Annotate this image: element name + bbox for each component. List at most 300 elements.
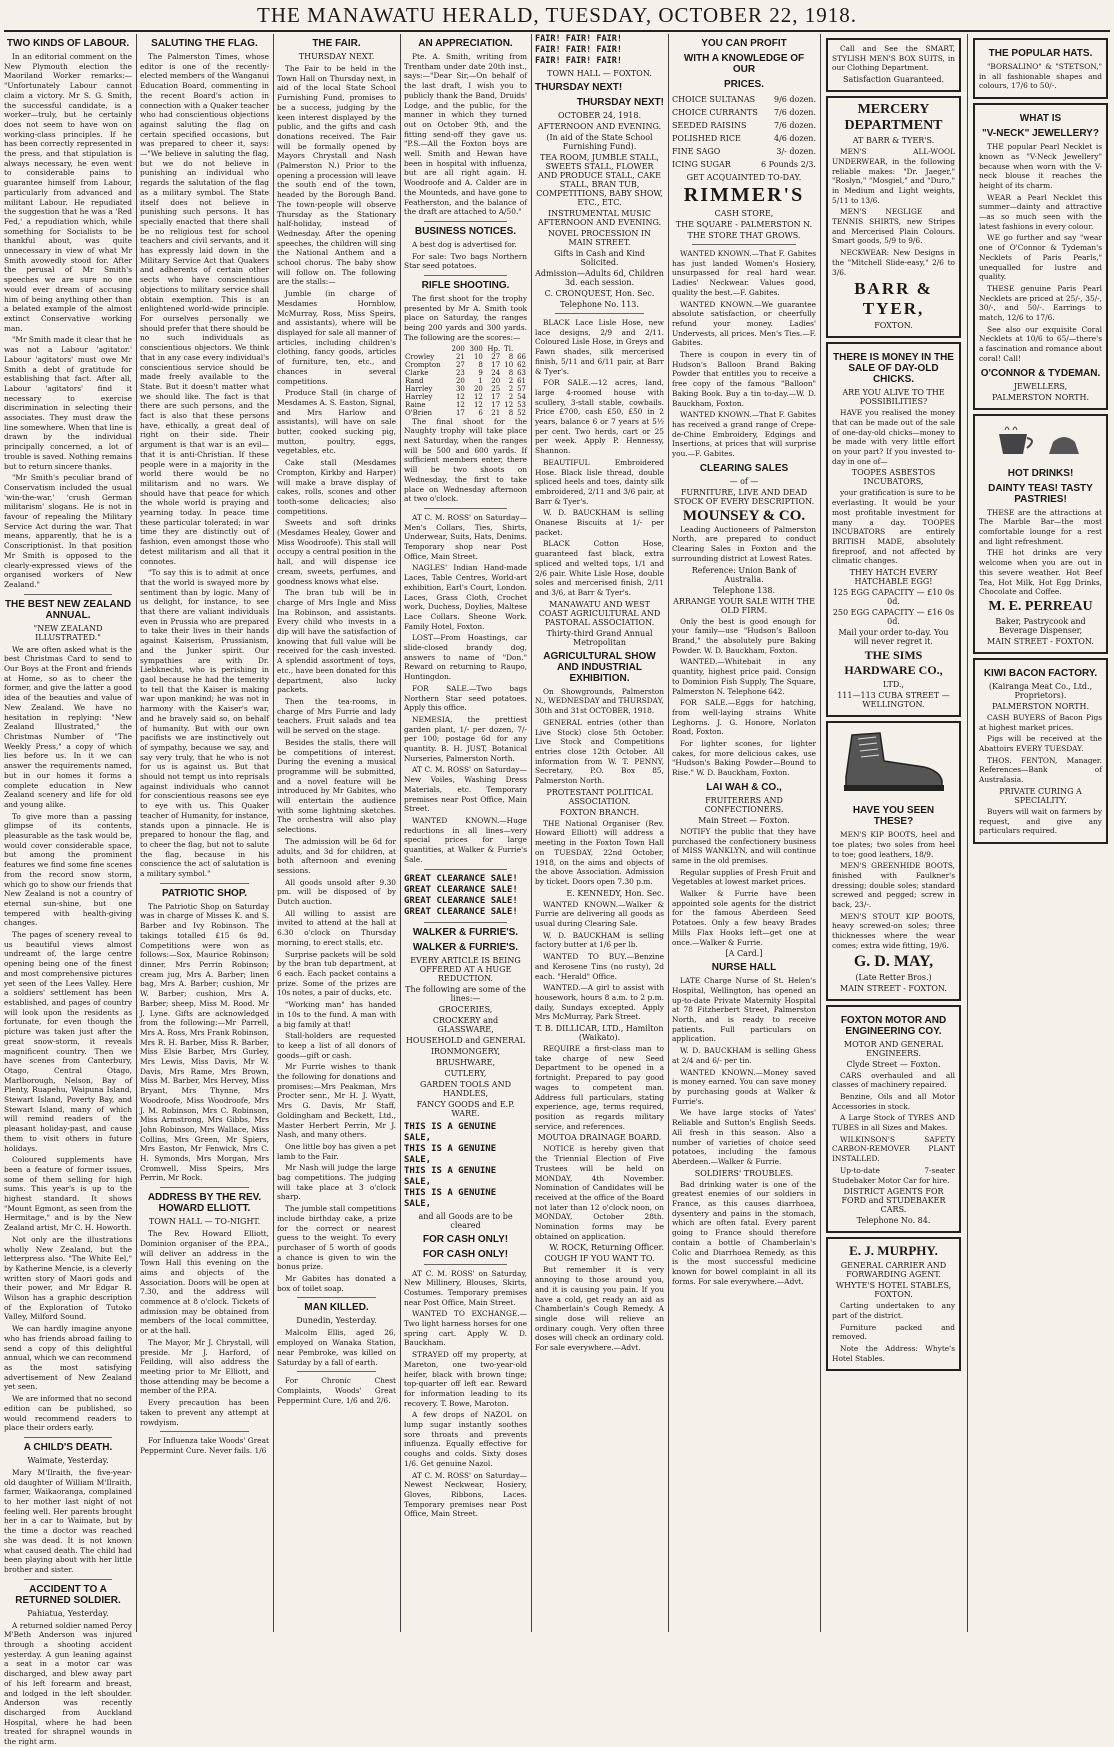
clearance-line: GREAT CLEARANCE SALE! (404, 895, 518, 906)
article-paragraph: Every precaution has been taken to prevent any attempt at rowdyism. (140, 1398, 269, 1427)
ad-text: NECKWEAR: New Designs in the "Mitchell Slide-easy," 2/6 to 3/6. (832, 248, 955, 277)
headline: BUSINESS NOTICES. (414, 225, 517, 237)
headline: A CHILD'S DEATH. (23, 1441, 113, 1453)
table-cell: 6 (478, 408, 483, 417)
article-paragraph: The final shoot for the Naughty trophy will take place next Saturday, when the ranges will be 500 and 600 yards. If sufficient members enter, there will be two shoots on Wednesday, the first to take place on Wednesday afternoon at two o'clock. (404, 416, 527, 504)
price-item: FINE SAGO (672, 147, 721, 156)
classified-ad: THE National Organiser (Rev. Howard Elliott) will address a meeting in the Foxton Town Hall on TUESDAY, 22nd October, 1918, on the aims and objects of the above Association. Admission by ticket. Doors open 7.30 p.m. (535, 818, 664, 886)
advertiser-name: RIMMER'S (683, 184, 805, 206)
fair-line: FAIR! FAIR! FAIR! (535, 56, 622, 66)
headline: SALUTING THE FLAG. (151, 38, 258, 49)
ad-line: Clyde Street — Foxton. (846, 1059, 941, 1069)
divider (424, 221, 507, 222)
ad-line: Telephone 138. (712, 585, 776, 595)
suits-ad (826, 38, 961, 92)
classified-ad: NAGLES' Indian Hand-made Laces, Table Centres, World-art exhibition, Earl's Court, London. Laces, Grass Cloth, Crochet work, Duchess, Doylies, Maltese Lace Collars. Sheone Work. Family Hotel, Foxton. (404, 563, 527, 631)
genuine-line: THIS IS A GENUINE SALE, (404, 1121, 497, 1143)
classified-ad: FOR SALE.—Two bags Northern Star seed potatoes. Apply this office. (404, 683, 527, 713)
ad-line: AT BARR & TYER'S. (852, 136, 935, 146)
classified-ad: W. D. BAUCKHAM is selling factory butter at 1/6 per lb. (535, 930, 664, 950)
ad-line: DISTRICT AGENTS FOR FORD and STUDEBAKER CARS. (841, 1187, 946, 1215)
advertiser-name: BARR & TYER, (854, 279, 933, 319)
price-row (672, 119, 816, 132)
scores-header-cell (514, 345, 527, 353)
column-rule (136, 34, 137, 1632)
boots-ad (826, 721, 961, 1000)
headline: RIFLE SHOOTING. (421, 280, 510, 292)
article-paragraph: We can hardly imagine anyone who has friends abroad failing to send a copy of this delightful annual, which we can recommend as the most satisfying advertisement of New Zealand yet seen. (4, 1324, 132, 1392)
headline: THE FAIR. (312, 38, 361, 49)
column-4 (404, 34, 527, 1632)
scores-header-cell: 300 (469, 344, 483, 353)
ad-line: THE STORE THAT GROWS. (687, 231, 801, 240)
ad-heading: DAINTY TEAS! TASTY PASTRIES! (988, 482, 1093, 505)
ad-text: THE popular Pearl Necklet is known as "V-Neck Jewellery" because when worn with the V-neck blouse it reaches the height of its charm. (979, 142, 1102, 190)
article-paragraph: Cake stall (Mesdames Crompton, Kirkby and Harper) will make a brave display of cakes, rolls, scones and other tooth-some delicacies; also competitions. (277, 458, 396, 516)
table-cell: 2 (508, 376, 514, 385)
price-row (672, 158, 816, 171)
table-cell: Crompton (405, 360, 441, 369)
genuine-line: THIS IS A GENUINE SALE, (404, 1143, 497, 1165)
article-paragraph: "To say this is to admit at once that the world is swayed more by sentiment than by logic. Many of us delight, for instance, to see that there are valiant individuals even in Prussia who are prepared to take their lives in their hands against Kaiserism, Prussianism, and the Junker spirit. Our sympathies are with Dr. Liebknecht, who is perishing in gaol because he had the temerity to tell that the Kaiser is making war upon mankind; he was not in harmony with the Kaiser's war, and he bravely said so, on behalf of humanity. But with our own pacifists we are instinctively out of sympathy, because we say, and say very truly, that he who is not for us is against us. But that should not tempt us into reprisals against individuals who cannot for conscientious reasons see eye to eye with us. This Quaker teacher of Humanity, for instance, stands upon a pinnacle. He is prepared to honour the flag, and to cheer the flag, but not to salute the flag, because in his conscience the act of salutation is a military symbol." (140, 568, 269, 879)
column-rule (820, 34, 821, 1632)
ad-text: your gratification is sure to be everlasting. It would be your most profitable investment for many a day. TOOPES INCUBATORS are entirely BRITISH MADE, absolutely fireproof, and not affected by climatic changes. (832, 488, 955, 566)
price-value: 9/6 dozen. (774, 95, 816, 104)
table-cell: Harrley (405, 392, 433, 401)
classified-ad: W. D. BAUCKHAM is selling Ghess at 2/4 and 6/- per tin. (672, 1046, 816, 1065)
jewellery-ad (973, 103, 1108, 409)
clearance-line: GREAT CLEARANCE SALE! (404, 906, 518, 917)
classified-ad: WANTED KNOWN.—We guarantee absolute satisfaction, or cheerfully refund your money. Ladies' Undervests, all prices. Men's Ties.—F. Gabites. (672, 299, 816, 348)
classified-ad: WANTED.—Whitebait in any quantity, highest price paid. Consign to Dominion Fish Supply, The Square, Palmerston N. Telephone 642. (672, 657, 816, 696)
article-paragraph: "Mr Smith's peculiar brand of Conservatism included the usual 'win-the-war,' 'crush German militarism' slogans. He is not in favour of repealing the Military Service Act during the war. That means, apparently, that he is a Conscriptionist. In that position Mr Smith is opposed to the clearly-expressed views of the organised workers of New Zealand." (4, 473, 132, 589)
price-value: 3/- dozen. (776, 147, 816, 156)
divider (424, 275, 507, 276)
headline: TWO KINDS OF LABOUR. (6, 38, 130, 49)
ad-line: WHYTE'S HOTEL STABLES, FOXTON. (835, 1281, 952, 1300)
ad-list-item: CROCKERY and GLASSWARE, (432, 1015, 499, 1034)
divider (424, 869, 507, 870)
ad-text: CARS overhauled and all classes of machinery repaired. (832, 1070, 955, 1090)
ad-text: THE hot drinks are very welcome when you are out in this severe weather. Hot Beef Tea, Hot Milk, Hot Egg Drinks, Chocolate and Coffee. (979, 548, 1102, 597)
article-paragraph: Not only are the illustrations wholly New Zealand, but the letterpress also. "The White Eel," by Katherine Mencie, is a cleverly written story of Maori gods and their power, and Mr Edgar R. Wilson has a graphic description of the Exploration of Tutoko Valley, Milford Sound. (4, 1234, 132, 1322)
table-row (404, 401, 527, 409)
classified-ad: NOTIFY the public that they have purchased the confectionery business of MISS WANKLYN, and will continue same in the old premises. (672, 826, 816, 865)
ad-line: and all Goods are to be cleared (418, 1211, 513, 1230)
table-cell: Harrley (405, 384, 433, 393)
clearance-banner (404, 874, 527, 918)
table-cell: 17 (491, 400, 501, 409)
classified-ad: A few drops of NAZOL on lump sugar instantly soothes sore throats and prevents influenza. Equally effective for coughs and colds. Sixty doses 1/6. Get genuine Nazol. (404, 1410, 527, 1468)
ad-text: MEN'S GREENHIDE BOOTS, finished with Faulkner's dressing; double soles; standard screwed and pegged; screw in back, 23/-. (832, 861, 955, 910)
advert-line: For Chronic Chest Complaints, Woods' Great Peppermint Cure, 1/6 and 2/6. (277, 1376, 396, 1405)
ad-text: See also our exquisite Coral Necklets at 10/6 to 65/—there's a fascination and romance about coral! Call! (979, 324, 1102, 363)
article-paragraph: Sweets and soft drinks (Mesdames Healey, Gower and Miss Woodroofe). This stall will occupy a central position in the hall, and will dispense ice cream, sweets, perfumes, and goodness knows what else. (277, 518, 396, 586)
article-paragraph: "Working man" has handed in 10s to the fund. A man with a big family at that! (277, 1000, 396, 1029)
table-cell: 30 (455, 384, 465, 393)
article-paragraph: The Rev. Howard Elliott, Dominion organiser of the P.P.A., will deliver an address in the Town Hall this evening on the aims and objects of the Association. Doors will be open at 7.30, and the address will commence at 8 o'clock. Tickets of admission may be obtained from members of the local committee, or at the hall. (140, 1229, 269, 1336)
table-cell: 17 (491, 360, 501, 369)
article-paragraph: All goods unsold after 9.30 pm. will be disposed of by Dutch auction. (277, 877, 396, 907)
ad-heading: CLEARING SALES (699, 462, 789, 474)
fair-line: FAIR! FAIR! FAIR! (535, 34, 622, 44)
price-row (672, 106, 816, 119)
classified-ad: STRAYED off my property, at Mareton, one two-year-old heifer, black with brown tinge; top-quarter off left ear. Reward for information leading to its recovery. T. Bowe, Maroton. (404, 1350, 527, 1408)
clearance-line: GREAT CLEARANCE SALE! (404, 884, 518, 895)
divider (555, 313, 644, 314)
ad-line: C. CRONQUEST, Hon. Sec. (544, 289, 655, 298)
table-row (404, 409, 527, 417)
divider (24, 594, 112, 595)
classified-ad: There is coupon in every tin of Hudson's Balloon Brand Baking Powder that entitles you to receive a free copy of the famous "Balloon" Baking Book. Buy a tin to-day.—W. D. Bauckham, Foxton. (672, 350, 816, 408)
table-cell: 20 (455, 376, 465, 385)
headline: ADDRESS BY THE REV. HOWARD ELLIOTT. (147, 1192, 262, 1215)
table-cell: 27 (455, 360, 465, 369)
divider (160, 883, 249, 884)
article-paragraph: For sale: Two bags Northern Star seed potatoes. (404, 251, 527, 271)
advertiser-name: G. D. MAY, (853, 952, 934, 970)
clearance-line: GREAT CLEARANCE SALE! (404, 873, 518, 884)
classified-ad: LOST—From Hoastings, car slide-closed brandy dog, answers to name of "Don." Reward on returning to Raupo, Huntingdon. (404, 633, 527, 682)
table-cell: 54 (517, 392, 526, 401)
column-rule (668, 34, 669, 1632)
classified-ad: WANTED KNOWN.—That F. Gabites has just landed Women's Hosiery, unsurpassed for real hard wear. Ladies' Neckwear. Values good, quality the best.—F. Gabites. (672, 249, 816, 297)
headline: THE BEST NEW ZEALAND ANNUAL. (4, 598, 132, 621)
table-cell: 62 (517, 360, 526, 369)
divider (424, 508, 507, 509)
cup-and-cake-illustration (979, 420, 1099, 460)
divider (424, 1264, 507, 1265)
table-row (404, 361, 527, 369)
article-paragraph: The Palmerston Times, whose editor is one of the recently-elected members of the Wanganui Education Board, commenting in the recent Board's action in connection with a Quaker teacher who had conscientious objections against saluting the flag on certain specified occasions, but was prepared to cheer it, says:—"We believe in saluting the flag, but we do not believe in punishing an individual who regards the salutation of the flag as a military symbol. The State itself does not believe in punishing such persons. It has specially enacted that there shall be no religious test for school teachers and civil servants, and it has expressly laid down in the Military Service Act that Quakers and adherents of certain other sects who have conscientious objections to military service shall obtain exemption. This is an enlightened world-wide principle. For ourselves personally we should prefer that there should be no such individuals as conscientious objectors. We think that in any case every individual's conscientious service should be made freely available to the State. But it doesn't matter what we should like. The fact is that there are such persons, and the fact is also that these persons have, ethically, a great deal of right on their side. Their argument is that war is an evil—that it is anti-Christian. If these people were in a majority in the world there would be no militarism and no wars. We should have that peace for which the whole world is praying and yearning today. In peace time these particular tolerated; in war time they are distinctly out of fashion, even amongst those who detest militarism and all that it connotes. (140, 52, 269, 566)
table-cell: 27 (491, 352, 501, 361)
masthead: THE MANAWATU HERALD, TUESDAY, OCTOBER 22, 1918. (257, 3, 857, 27)
column-6 (672, 34, 816, 1632)
ad-text: MEN'S STOUT KIP BOOTS, heavy screwed-on soles; three thicknesses where the wear comes; extra wide fitting, 19/6. (832, 911, 955, 950)
ad-list-item: GROCERIES, (438, 1004, 493, 1014)
ad-line: COUGH IF YOU WANT TO. (544, 1254, 655, 1264)
divider (24, 1579, 112, 1580)
scores-header-row (404, 345, 527, 353)
ad-heading: MERCERY DEPARTMENT (844, 102, 943, 134)
table-cell: 8 (508, 368, 514, 377)
table-cell: 12 (455, 392, 465, 401)
fair-banner (535, 34, 664, 67)
price-value: 6 Pounds 2/3. (761, 160, 816, 169)
ad-line: FURNITURE, LIVE AND DEAD STOCK OF EVERY DESCRIPTION. (673, 487, 815, 506)
ad-line: MAIN STREET - FOXTON. (987, 636, 1094, 646)
divider (424, 922, 507, 923)
article-paragraph: Surprise packets will be sold by the bran tub department, at 6 each. Each packet contains a prize. Some of the prizes are 10s notes, a pair of ducks, etc. (277, 949, 396, 998)
advertiser-name: E. J. MURPHY. (849, 1243, 938, 1259)
ad-line: Telephone No. 84. (856, 1216, 931, 1226)
column-3 (277, 34, 396, 1632)
column-rule (400, 34, 401, 1632)
article-paragraph: A best dog is advertised for. (412, 239, 517, 249)
classified-ad: WANTED KNOWN.—That F. Gabites has received a grand range of Crepe-de-Chine Embroidery, Edgings and Insertions, at prices that will surprise you.—F. Gabites. (672, 410, 816, 459)
classified-ad: AT C. M. ROSS' on Saturday, New Millinery, Blouses, Skirts, Costumes. Temporary premises near Post Office, Main Street. (404, 1268, 527, 1307)
article-paragraph: To give more than a passing glimpse of its contents, pleasurable as the task would be, would cover considerable space, but among the prominent features we find some fine scenes from the record snow storm, which go to show our friends that New Zealand is not a country of eternal sun-shine, but one tempered with health-giving changes. (4, 811, 132, 928)
table-cell: 61 (517, 376, 526, 385)
ad-line: (Late Retter Bros.) (855, 972, 932, 982)
ad-line: TEA ROOM, JUMBLE STALL, SWEETS STALL, FLOWER AND PRODUCE STALL, CAKE STALL, BRAN TUB, COMPETITIONS, BABY SHOW, ETC., ETC. (536, 153, 663, 207)
ad-heading: THE POPULAR HATS. (988, 48, 1093, 59)
dateline: Dunedin, Yesterday. (296, 1316, 377, 1326)
ad-line: T. B. DILLICAR, LTD., Hamilton (Waikato). (535, 1024, 664, 1043)
classified-ad: LATE Charge Nurse of St. Helen's Hospital, Wellington, has opened an up-to-date Private Maternity Hospital at 78 Fitzherbert Street, Palmerston North, and is ready to receive patients. Full particulars on application. (672, 976, 816, 1044)
advertiser-name: WALKER & FURRIE'S. (412, 926, 519, 938)
classified-ad: On Showgrounds, Palmerston N., WEDNESDAY and THURSDAY, 30th and 31st OCTOBER, 1918. (535, 686, 664, 716)
ad-line: FRUITERERS AND CONFECTIONERS. (704, 795, 784, 814)
classified-ad: BEAUTIFUL Embroidered Hose. Black lisle thread, double spliced heels and toes, dainty silk embroidered, 2/11 and 3/6 pair, at Barr & Tyer's. (535, 457, 664, 506)
table-row (404, 369, 527, 377)
masthead-rule (4, 30, 1110, 32)
ad-text: Carting undertaken to any part of the district. (832, 1301, 955, 1320)
price-value: 7/6 dozen. (774, 108, 816, 117)
ad-line: — of — (729, 476, 759, 486)
table-cell: 66 (517, 352, 526, 361)
column-1 (4, 34, 132, 1747)
classified-ad: AT C. M. ROSS' on Saturday—New Voiles, Washing Dress Materials, etc. Temporary premises near Post Office, Main Street. (404, 765, 527, 814)
chicks-ad (826, 342, 961, 717)
article-paragraph: The jumble stall competitions include birthday cake, a prize for the correct or nearest guess to the weight. To every purchaser of 5 worth of goods a chance is given to win the bonus prize. (277, 1204, 396, 1272)
dateline: Waimate, Yesterday. (27, 1455, 109, 1465)
price-item: CHOICE SULTANAS (672, 95, 756, 104)
classified-ad: Bad drinking water is one of the greatest enemies of our soldiers in France, as this causes diarrhoea, dysentery and pains in the stomach, which are often fatal. Every parent going to France should therefore contain a bottle of Chamberlain's Colic and Diarrhoea Remedy, as this is the most successful medicine known for bowel complaint in all its forms. For sale everywhere.—Advt. (672, 1179, 816, 1286)
ad-heading: YOU CAN PROFIT (701, 38, 787, 49)
classified-ad: WANTED TO BUY.—Benzine and Kerosene Tins (no rusty), 2d each. "Herald" Office. (535, 952, 664, 981)
ad-text: Buyers will wait on farmers by request, and give any particulars required. (979, 806, 1102, 836)
ad-line: 125 EGG CAPACITY — £10 0s 0d. (832, 588, 955, 607)
classified-ad: REQUIRE a first-class man to take charge of new Seed Department to be opened in a fortnight. Prepared to pay good wages to competent man. Address full particulars, stating experience, age, terms required, position as regards military service, and references. (535, 1044, 664, 1131)
table-cell: 12 (473, 392, 483, 401)
ad-line: THE SQUARE - PALMERSTON N. (675, 220, 813, 229)
table-cell: 57 (517, 384, 526, 393)
table-row (404, 393, 527, 401)
table-cell: 21 (491, 408, 501, 417)
genuine-line: THIS IS A GENUINE SALE, (404, 1187, 497, 1209)
hats-ad (973, 38, 1108, 99)
ad-line: NOVEL PROCESSION IN MAIN STREET. (547, 229, 652, 247)
ad-heading: AGRICULTURAL SHOW AND INDUSTRIAL EXHIBITION. (543, 650, 656, 684)
ad-text: Benzine, Oils and all Motor Accessories in stock. (832, 1091, 955, 1111)
ad-line: THEY HATCH EVERY HATCHABLE EGG! (849, 568, 938, 587)
ad-heading: WITH A KNOWLEDGE OF OUR (683, 53, 805, 75)
table-cell: 8 (508, 408, 514, 417)
ad-line: Admission—Adults 6d, Children 3d. each session. (535, 269, 664, 287)
classified-ad: NEMESIA, the prettiest garden plant, 1/- per dozen, 7/- per 100; postage 6d for any quantity. B. H. JUST, Botanical Nurseries, Palmerston North. (404, 714, 527, 763)
table-cell: Raine (405, 400, 426, 409)
bacon-ad (973, 658, 1108, 844)
ad-text: HAVE you realised the money that can be made out of the sale of one-day-old chicks—money to be made with very little effort on your part? If you invested to-day in one of— (832, 408, 955, 466)
ad-line: GET ACQUAINTED TO-DAY. (686, 173, 802, 182)
ad-line: LTD., (882, 680, 905, 690)
column-rule (273, 34, 274, 1632)
table-cell: 52 (517, 408, 526, 417)
advertiser-name: M. E. PERREAU (988, 598, 1093, 614)
ad-text: Up-to-date 7-seater Studebaker Motor Car for hire. (832, 1165, 955, 1185)
classified-ad: WANTED KNOWN.—Money saved is money earned. You can save money by purchasing goods at Walker & Furrie's. (672, 1067, 816, 1106)
headline: AN APPRECIATION. (418, 38, 513, 49)
table-cell: 21 (455, 352, 465, 361)
ad-line: MOUTOA DRAINAGE BOARD. (537, 1133, 662, 1143)
ad-line: ARE YOU ALIVE TO THE POSSIBILITIES? (842, 388, 945, 407)
ad-text: Note the Address: Whyte's Hotel Stables. (832, 1344, 955, 1363)
ad-list-item: BRUSHWARE, (435, 1057, 496, 1067)
classified-ad: GENERAL entries (other than Live Stock) close 5th October. Live Stock and Competitions entries close 12th October. All information from W. T. PENNY, Secretary, P.O. Box 85, Palmerston North. (535, 717, 664, 786)
article-paragraph: Malcolm Ellis, aged 26, employed on Wanaka Station, near Pembroke, was killed on Saturday by a fall of earth. (277, 1328, 396, 1367)
divider (160, 1431, 249, 1432)
ad-line: PROTESTANT POLITICAL ASSOCIATION. (546, 787, 653, 806)
advertiser-name: NURSE HALL (711, 962, 777, 974)
article-paragraph: Mr Furrie wishes to thank the following for donations and promises:—Mrs Peakman, Mrs Procter senr., Mr H. J. Wyatt, Mrs G. Davis, Mr Staff, Goldingham and Beckett, Ltd., Master Herbert Perrin, Mr J. Nash, and many others. (277, 1062, 396, 1140)
ad-heading: FOXTON MOTOR AND ENGINEERING COY. (840, 1014, 947, 1037)
ad-text: THESE are the attractions at The Marble Bar—the most comfortable lounge for a rest and light refreshment. (979, 507, 1102, 546)
ad-text: THESE genuine Paris Pearl Necklets are priced at 25/-, 35/-, 30/-, and 50/-. Earrings to match, 12/6 to 17/6. (979, 283, 1102, 323)
ad-heading: THERE IS MONEY IN THE SALE OF DAY-OLD CHICKS. (833, 352, 954, 386)
classified-ad: NOTICE is hereby given that the Triennial Election of Five Trustees will be held on MONDAY, 4th November. Nomination of Candidates will be received at the office of the Board not later than 12 o'clock noon, on MONDAY, October 28th. Nomination forms may be obtained on application. (535, 1144, 664, 1241)
article-paragraph: In an editorial comment on the New Plymouth election the Maoriland Worker remarks:— "Unfortunately Labour cannot claim a victory. Mr S. G. Smith, the successful candidate, is a worker—truly, but he certainly does not seem to have won on working-class principles. If he has been correctly represented in the press, and that stipulation is always necessary, he even went to considerable pains to guarantee himself from Labour, particularly from advanced and militant Labour. He repudiated the suggestion that he was a 'Red Fed,' a repudiation which, while something for Socialists to be thankful about, was quite unnecessary in view of what Mr Smith avowedly stood for. After the perusal of Mr Smith's speeches we are sure no one would ever dream of accusing him of being anything other than a belated example of the almost extinct Conservative working man. (4, 52, 132, 333)
price-value: 4/6 dozen. (774, 134, 816, 143)
boot-illustration (832, 727, 952, 797)
table-cell: Crowley (405, 352, 435, 361)
ad-line: Reference: Union Bank of Australia. (691, 565, 797, 584)
article-paragraph: The Mayor, Mr J. Chrystall, will preside. Mr J. Harford, of Feilding, will also address the meeting prior to Mr Elliott, and those attending may be become a member of the P.P.A. (140, 1337, 269, 1396)
ad-line: OCTOBER 24, 1918. (557, 111, 642, 120)
cash-only-line: FOR CASH ONLY! (422, 1233, 509, 1245)
article-paragraph: The Patriotic Shop on Saturday was in charge of Misses K. and S. Barber and Ivy Robinson. The takings totalled £15 6s 9d. Competitions were won as follows:—Sox, Maurice Robinson; dinner, Mrs Perrin Robinson; cream jug, Mrs A. Barber; linen bag, Mrs A. Barber; cushion, Mr W. Barber; cushion, Mrs A. Barber; sheep, Miss M. Rood. Mr J. Lyne. Gifts are acknowledged from the following:—Mr Parrell, Mrs A. Ross, Mrs Frank Robinson, Mrs R. H. Barber, Miss R. Barber, Miss Elsie Barber, Mrs Gurley, Mrs Lewis, Miss Davis, Mr W. Davis, Mrs Rame, Mrs Brown, Miss M. Barber, Mrs Hervey, Miss Bryant, Mrs Thynne, Mrs Woodroofe, Miss Woodroofe, Mrs J. M. Robinson, Mrs C. Robinson, Miss Armstrong, Mrs Gibbs, Mrs John Robinson, Mrs Wallace, Miss Collins, Mrs Green, Mr Spiers, Mrs Easton, Mr Fenwick, Mrs C. H. Symonds, Mrs Morgan, Mrs Cromwell, Miss Speirs, Mrs Perrin, Mr Rock. (140, 901, 269, 1183)
classified-ad: BLACK Cotton Hose, guaranteed fast black, extra spliced and welted tops, 1/1 and 2/6 pair. White Lisle Hose, double soles and mercerised finish, 2/11 and 3/6, at Barr & Tyer's. (535, 539, 664, 597)
ad-line: Telephone No. 113. (560, 300, 639, 309)
table-cell: 20 (473, 384, 483, 393)
article-paragraph: Then the tea-rooms, in charge of Mrs Furrie and lady teachers. Fruit salads and tea will be served on the stage. (277, 697, 396, 736)
ad-line: PALMERSTON NORTH. (991, 701, 1089, 711)
price-row (672, 132, 816, 145)
table-cell: 17 (491, 392, 501, 401)
ad-heading: WHAT IS (1019, 113, 1062, 125)
ad-line: Baker, Pastrycook and Beverage Dispenser, (995, 616, 1086, 635)
article-paragraph: Mr Nash will judge the large bag competitions. The judging will take place at 3 o'clock sharp. (277, 1163, 396, 1202)
genuine-sale-banner (404, 1122, 527, 1210)
ad-line: ARRANGE YOUR SALE WITH THE OLD FIRM. (673, 596, 815, 615)
classified-ad: BLACK Lace Lisle Hose, new lace designs, 2/9 and 2/11. Coloured Lisle Hose, in Greys and Fawn shades, silk mercerised finish, 5/11 and 6/11 pair, at Barr & Tyer's. (535, 318, 664, 376)
advertiser-name: MOUNSEY & CO. (682, 507, 806, 524)
subheading: TOWN HALL — TO-NIGHT. (148, 1217, 261, 1227)
ad-text: CASH BUYERS of Bacon Pigs at highest market prices. (979, 712, 1102, 732)
table-cell: 9 (478, 368, 483, 377)
classified-ad: FOR SALE.—Eggs for hatching, from well-laying strains White Leghorns. J. G. Honore, Norlaton Road, Foxton. (672, 698, 816, 737)
ad-line: SOLDIERS' TROUBLES. (694, 1168, 794, 1178)
scores-header-cell: 200 (451, 344, 465, 353)
article-paragraph: One little boy has given a pet lamb to the Fair. (277, 1141, 396, 1161)
scores-header-cell: Hp. (487, 344, 501, 353)
advertiser-name: WALKER & FURRIE'S. (412, 941, 519, 953)
ad-line: AFTERNOON AND EVENING. (537, 122, 662, 131)
ad-text: MEN'S NEGLIGE and TENNIS SHIRTS, new Stripes and Mercerised Plain Colours. Smart goods, 5/9 to 9/6. (832, 207, 955, 246)
ad-line: E. KENNEDY, Hon. Sec. (566, 888, 664, 898)
price-value: 7/6 dozen. (774, 121, 816, 130)
table-cell: 10 (473, 352, 483, 361)
ad-list-item: HOUSEHOLD and GENERAL (405, 1035, 526, 1045)
article-paragraph: All willing to assist are invited to attend at the hall at 6.30 o'clock on Thursday morning, to erect stalls, etc. (277, 908, 396, 947)
ad-heading: HOT DRINKS! (1007, 467, 1074, 479)
table-cell: 17 (455, 408, 465, 417)
article-paragraph: Besides the stalls, there will be competitions of interest. During the evening a musical programme will be submitted, and a novel feature will be introduced by Mr Gabites, who will entertain the audience with some lightning sketches. The orchestra will also play selections. (277, 737, 396, 835)
table-row (404, 385, 527, 393)
ad-line: EVERY ARTICLE IS BEING OFFERED AT A HUGE REDUCTION. (410, 955, 521, 983)
article-paragraph: Mary M'Ilraith, the five-year-old daughter of William M'Ilraith, farmer, Waikaoranga, complained to her mother last night of not feeling well. Her parents brought her in a car to Waimate, but by the time a doctor was reached she was dead. It is not known what caused death. The child had been playing about with her little brother and sister. (4, 1467, 132, 1574)
article-paragraph: The Fair to be held in the Town Hall on Thursday next, in aid of the local State School Furnishing Fund, promises to be a success, judging by the keen interest displayed by the public, and the gifts and cash donations received. The Fair will be formally opened by Mayors Chrystall and Nash (Palmerston N.) Prior to the opening a procession will leave the south end of the town, headed by the Borough Band. The town-people will observe Thursday as the Stationary half-holiday, instead of Wednesday. After the opening speeches, the children will sing the National Anthem and a school chorus. The baby show will follow on. The following are the stalls:— (277, 64, 396, 287)
ad-list-item: GARDEN TOOLS AND HANDLES, (420, 1079, 511, 1098)
classified-ad: Regular supplies of Fresh Fruit and Vegetables at lowest market prices. (672, 867, 816, 887)
article-paragraph: The pages of scenery reveal to us beautiful views almost undreamt of, the large centre opening being one of the finest and most comprehensive pictures yet seen of the Lees Valley. Here a soldiers' settlement has been established, and pages of country will look upon the residents as fortunate, for even though the picture was taken just after the great snow-storm, it reveals magnificent country. Then we have scenes from Canterbury, Otago, Central Otago, Marlborough, Nelson, Bay of Plenty, Ruapehu, Waipuna Island, Stewart Island, Poverty Bay, and Stewart Island, many of which will remind readers of the pleasant holiday-past, and cause them to visit others in future holidays. (4, 930, 132, 1153)
headline: ACCIDENT TO A RETURNED SOLDIER. (15, 1583, 121, 1606)
article-paragraph: Coloured supplements have been a feature of former issues, some of them selling for high sums. This year's is up to the highest standard. It shows "Mount Egmont, as seen from the Hermitage," and is by the New Zealand artist, Mr C. H. Howorth. (4, 1155, 132, 1233)
article-paragraph: Stall-holders are requested to keep a list of all donors of goods—gift or cash. (277, 1031, 396, 1060)
ad-text: A Large Stock of TYRES AND TUBES in all Sizes and Makes. (832, 1113, 955, 1133)
table-cell: 20 (491, 376, 501, 385)
ad-text: WE go further and say "wear one of O'Connor & Tydeman's Necklets of Paris Pearls," unequalled for lustre and quality. (979, 233, 1102, 282)
ad-line: Thirty-third Grand Annual Metropolitan (546, 628, 653, 647)
price-item: POLISHED RICE (672, 134, 741, 143)
divider (297, 1297, 376, 1298)
ad-list-item: FANCY GOODS and E.P. WARE. (416, 1099, 515, 1118)
ad-list-item: CUTLERY, (444, 1068, 487, 1078)
ad-heading: HAVE YOU SEEN THESE? (852, 805, 935, 828)
ad-line: 250 EGG CAPACITY — £16 0s 0d. (832, 608, 955, 627)
advertiser-name: O'CONNOR & TYDEMAN. (980, 367, 1101, 379)
table-row (404, 377, 527, 385)
classified-ad: WANTED KNOWN.—Huge reductions in all lines—very special prices for large quantities, at Walker & Furrie's Sale. (404, 816, 527, 864)
price-row (672, 145, 816, 158)
ad-line: PRIVATE CURING A SPECIALITY. (999, 786, 1082, 805)
ad-line: (Kairanga Meat Co., Ltd., Proprietors). (988, 681, 1093, 700)
ad-line: TOWN HALL — FOXTON. (547, 69, 652, 78)
ad-text: Call and See the SMART, STYLISH MEN'S BOX SUITS, in our Clothing Department. (832, 44, 955, 73)
motor-ad (826, 1005, 961, 1234)
ad-line: THURSDAY NEXT! (535, 82, 623, 93)
ad-line: Satisfaction Guaranteed. (842, 75, 945, 85)
column-5 (535, 34, 664, 1632)
scores-table (404, 345, 527, 417)
ad-heading: "V-NECK" JEWELLERY? (982, 128, 1099, 140)
ad-list-item: IRONMONGERY, (430, 1046, 501, 1056)
headline: PATRIOTIC SHOP. (161, 887, 247, 899)
table-cell: 23 (455, 368, 465, 377)
classified-ad: AT C. M. ROSS' on Saturday—Men's Collars, Ties, Shirts, Underwear, Suits, Hats, Denims. Temporary shop near Post Office, Main Street. (404, 512, 527, 561)
table-cell: 2 (508, 392, 514, 401)
dateline: Pahiatua, Yesterday. (27, 1608, 109, 1618)
table-cell: O'Brien (405, 408, 433, 417)
subheading: "NEW ZEALAND ILLUSTRATED." (33, 623, 103, 642)
classified-ad: WANTED TO EXCHANGE.—Two light harness horses for one spring cart. Apply W. D. Bauckham. (404, 1309, 527, 1348)
headline: MAN KILLED. (304, 1302, 369, 1314)
article-paragraph: "Mr Smith made it clear that he was not a Labour 'agitator.' Labour 'agitators' must owe Mr Smith a debt of gratitude for establishing that fact. After all, Labour 'agitators' find it necessary to exercise discrimination in selecting their associates. They must draw the line somewhere. When that line is drawn by the individual principally concerned, a lot of trouble is saved. Nothing remains but to return sincere thanks. (4, 335, 132, 471)
article-paragraph: The bran tub will be in charge of Mrs Ingle and Miss Ina Robinson, and assistants. Every child who invests in a dip will have the satisfaction of knowing that full value will be received for the cash invested. A splendid assortment of toys, etc., have been donated for this department, also lucky packets. (277, 588, 396, 695)
column-8 (971, 34, 1110, 1632)
table-cell: 63 (517, 368, 526, 377)
article-paragraph: Produce Stall (in charge of Mesdames A. S. Easton, Signal, and Mrs Harlow and assistants), will have on sale butter, cooked sucking pig, mutton, poultry, eggs, vegetables, etc. (277, 388, 396, 456)
classified-ad: W. D. BAUCKHAM is selling Onanese Biscuits at 1/- per packet. (535, 508, 664, 537)
price-item: SEEDED RAISINS (672, 121, 747, 130)
ad-line: W. ROCK, Returning Officer. (549, 1243, 664, 1253)
classified-ad: FOR SALE.—12 acres, land, large 4-roomed house with scullery, 3-stall stable, cowbails. Price £700, cash £50, £50 in 2 years, balance 6 or 7 years at 5½ per cent. Two herds, cart or 25 per week. Apply P. Hennessy, Shannon. (535, 378, 664, 456)
cash-only-line: FOR CASH ONLY! (422, 1248, 509, 1260)
classified-ad: Walker & Furrie have been appointed sole agents for the district for the famous Aberdeen Seed Potatoes. Only a few heavy Brades Mills Flax Hooks left—get one at once.—Walker & Furrie. (672, 889, 816, 947)
table-cell: 12 (455, 400, 465, 409)
ad-line: MANAWATU AND WEST COAST AGRICULTURAL AND PASTORAL ASSOCIATION. (538, 599, 661, 627)
classified-ad: WANTED.—A girl to assist with housework, hours 8 a.m. to 2 p.m. daily, Sundays excepted. Apply Mrs McMurray, Park Street. (535, 983, 664, 1022)
